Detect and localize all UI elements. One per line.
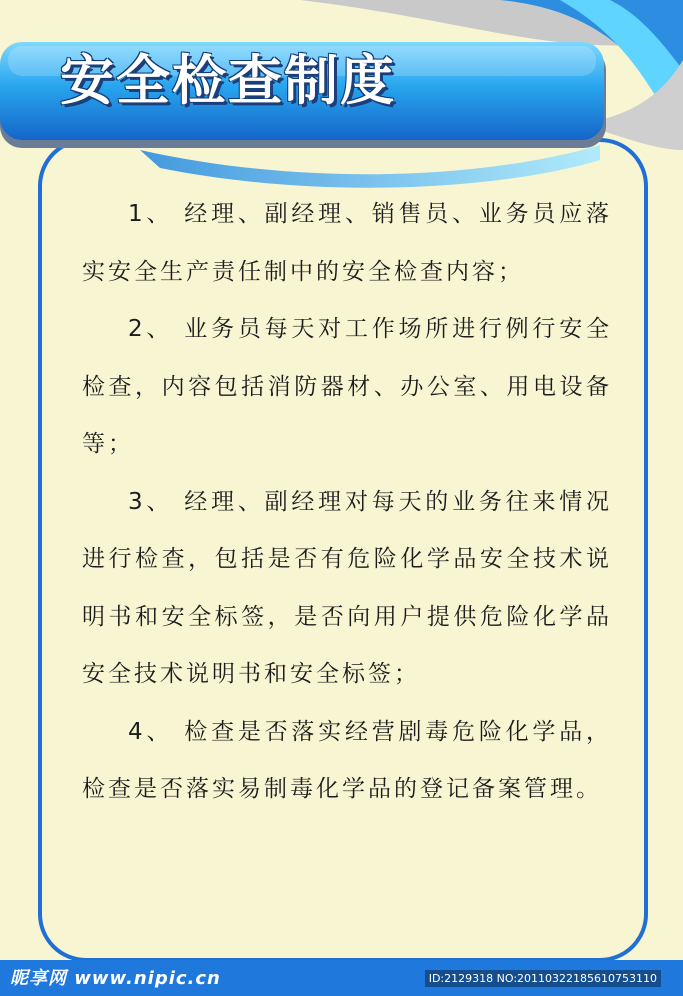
watermark-site: 昵享网 www.nipic.cn xyxy=(10,968,221,989)
swoop-under-bar xyxy=(140,145,600,188)
page-title: 安全检查制度 xyxy=(60,49,396,112)
regulation-item-4: 4、 检查是否落实经营剧毒危险化学品，检查是否落实易制毒化学品的登记备案管理。 xyxy=(82,718,612,802)
regulation-item-2: 2、 业务员每天对工作场所进行例行安全检查，内容包括消防器材、办公室、用电设备等； xyxy=(82,316,612,457)
regulation-body xyxy=(82,186,612,819)
watermark-id: ID:2129318 NO:20110322185610753110 xyxy=(425,970,661,987)
regulation-item-1: 1、 经理、副经理、销售员、业务员应落实安全生产责任制中的安全检查内容； xyxy=(82,201,612,285)
regulation-item-3: 3、 经理、副经理对每天的业务往来情况进行检查，包括是否有危险化学品安全技术说明书和安全标签，是否向用户提供危险化学品安全技术说明书和安全标签； xyxy=(82,488,612,687)
